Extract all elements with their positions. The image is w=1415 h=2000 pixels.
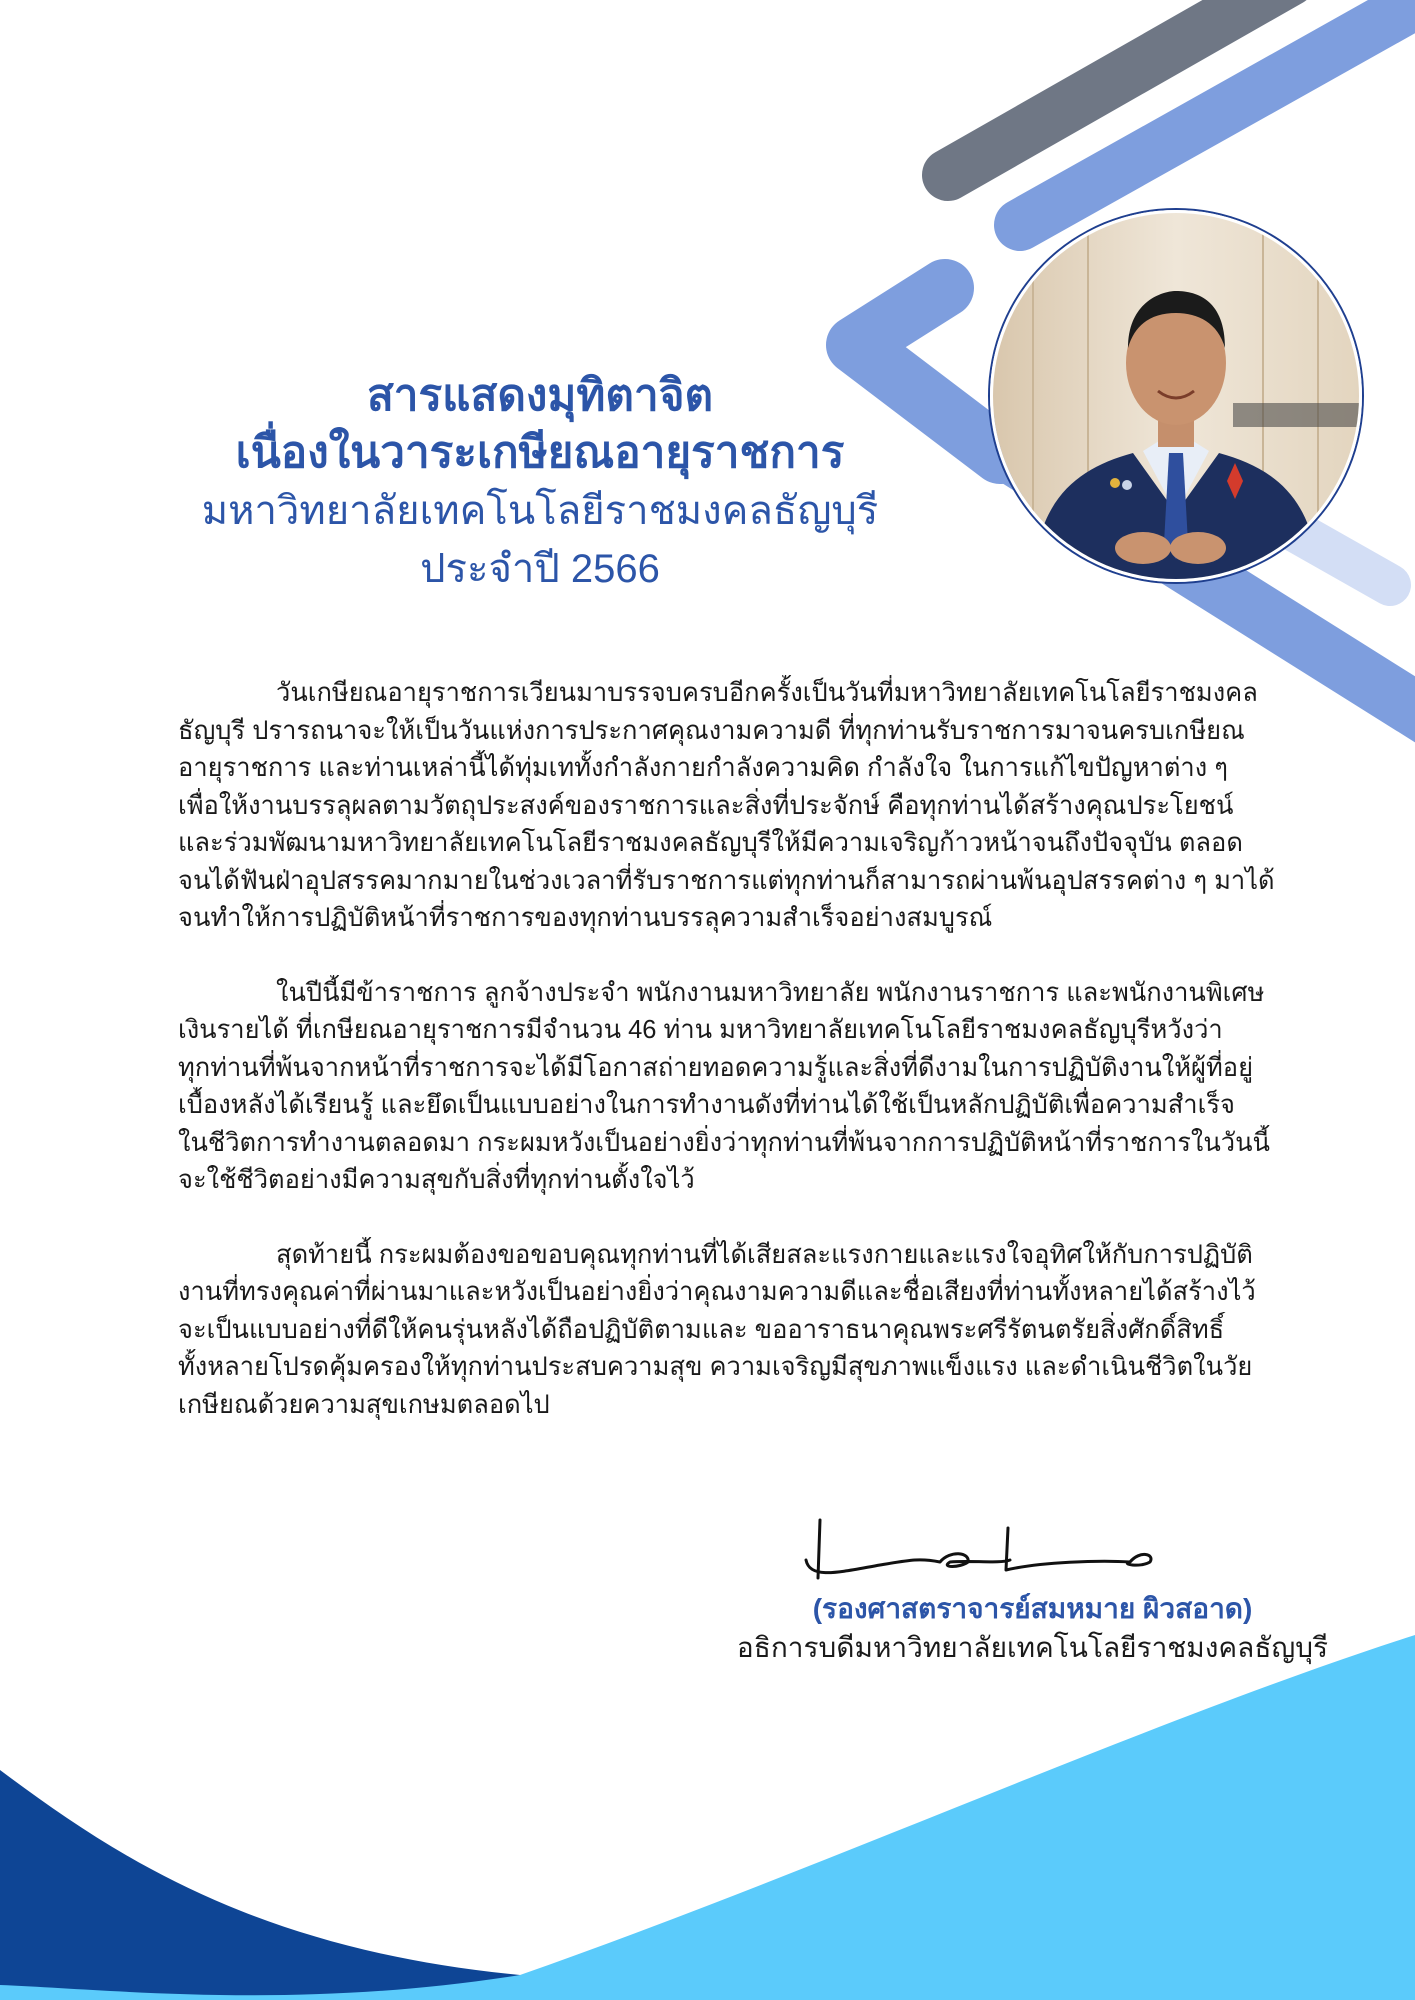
- text-line: อายุราชการ และท่านเหล่านี้ได้ทุ่มเททั้งกำลังกายกำลังความคิด กำลังใจ ในการแก้ไขปัญหาต่าง ๆ: [178, 754, 1228, 782]
- text-line: จนได้ฟันฝ่าอุปสรรคมากมายในช่วงเวลาที่รับราชการแต่ทุกท่านก็สามารถผ่านพ้นอุปสรรคต่าง ๆ มาได้: [178, 866, 1275, 895]
- signature-block: [640, 1510, 1340, 1668]
- text-line: ทั้งหลายโปรดคุ้มครองให้ทุกท่านประสบความสุข ความเจริญมีสุขภาพแข็งแรง และดำเนินชีวิตในวัย: [178, 1353, 1253, 1381]
- signer-position: อธิการบดีมหาวิทยาลัยเทคโนโลยีราชมงคลธัญบุรี: [736, 1632, 1329, 1663]
- text-line: เงินรายได้ ที่เกษียณอายุราชการมีจำนวน 46 ท่าน มหาวิทยาลัยเทคโนโลยีราชมงคลธัญบุรีหวังว่า: [178, 1016, 1223, 1044]
- text-line: เพื่อให้งานบรรลุผลตามวัตถุประสงค์ของราชการและสิ่งที่ประจักษ์ คือทุกท่านได้สร้างคุณประโยชน์: [178, 791, 1234, 820]
- paragraph-1: [178, 675, 1348, 938]
- text-line: วันเกษียณอายุราชการเวียนมาบรรจบครบอีกครั้งเป็นวันที่มหาวิทยาลัยเทคโนโลยีราชมงคล: [276, 679, 1258, 707]
- paragraph-2: [178, 975, 1348, 1200]
- title-line-3: มหาวิทยาลัยเทคโนโลยีราชมงคลธัญบุรี: [201, 489, 879, 533]
- text-line: ธัญบุรี ปรารถนาจะให้เป็นวันแห่งการประกาศคุณงามความดี ที่ทุกท่านรับราชการมาจนครบเกษียณ: [178, 716, 1245, 745]
- title-block: [150, 368, 930, 598]
- text-line: ทุกท่านที่พ้นจากหน้าที่ราชการจะได้มีโอกาสถ่ายทอดความรู้และสิ่งที่ดีงามในการปฏิบัติงานให้ผู้ที่อยู่: [178, 1053, 1254, 1082]
- text-line: จะใช้ชีวิตอย่างมีความสุขกับสิ่งที่ทุกท่านตั้งใจไว้: [178, 1166, 695, 1194]
- paragraph-3: [178, 1237, 1348, 1425]
- text-line: และร่วมพัฒนามหาวิทยาลัยเทคโนโลยีราชมงคลธัญบุรีให้มีความเจริญก้าวหน้าจนถึงปัจจุบัน ตลอด: [178, 829, 1243, 857]
- title-line-4: ประจำปี 2566: [420, 547, 660, 591]
- signer-name: (รองศาสตราจารย์สมหมาย ผิวสอาด): [812, 1593, 1253, 1624]
- text-line: สุดท้ายนี้ กระผมต้องขอขอบคุณทุกท่านที่ได้เสียสละแรงกายและแรงใจอุทิศให้กับการปฏิบัติ: [276, 1240, 1253, 1269]
- person-portrait-icon: [990, 210, 1362, 582]
- text-line: เบื้องหลังได้เรียนรู้ และยึดเป็นแบบอย่างในการทำงานดังที่ท่านได้ใช้เป็นหลักปฏิบัติเพื่อความสำเร็จ: [178, 1091, 1235, 1119]
- title-line-1: สารแสดงมุทิตาจิต: [366, 371, 714, 420]
- text-line: เกษียณด้วยความสุขเกษมตลอดไป: [178, 1390, 550, 1419]
- text-line: ในปีนี้มีข้าราชการ ลูกจ้างประจำ พนักงานมหาวิทยาลัย พนักงานราชการ และพนักงานพิเศษ: [276, 978, 1265, 1007]
- navy-bottom-wave: [0, 1770, 520, 2000]
- text-line: งานที่ทรงคุณค่าที่ผ่านมาและหวังเป็นอย่างยิ่งว่าคุณงามความดีและชื่อเสียงที่ท่านทั้งหลายได้สร้างไว้: [178, 1278, 1256, 1306]
- text-line: จะเป็นแบบอย่างที่ดีให้คนรุ่นหลังได้ถือปฏิบัติตามและ ขออาราธนาคุณพระศรีรัตนตรัยสิ่งศักดิ์สิทธิ์: [178, 1315, 1225, 1344]
- handwritten-signature-icon: [800, 1510, 1160, 1590]
- title-line-2: เนื่องในวาระเกษียณอายุราชการ: [235, 428, 845, 477]
- text-line: ในชีวิตการทำงานตลอดมา กระผมหวังเป็นอย่างยิ่งว่าทุกท่านที่พ้นจากการปฏิบัติหน้าที่ราชการในวันนี้: [178, 1128, 1270, 1157]
- message-body: [178, 675, 1348, 1461]
- text-line: จนทำให้การปฏิบัติหน้าที่ราชการของทุกท่านบรรลุความสำเร็จอย่างสมบูรณ์: [178, 904, 993, 932]
